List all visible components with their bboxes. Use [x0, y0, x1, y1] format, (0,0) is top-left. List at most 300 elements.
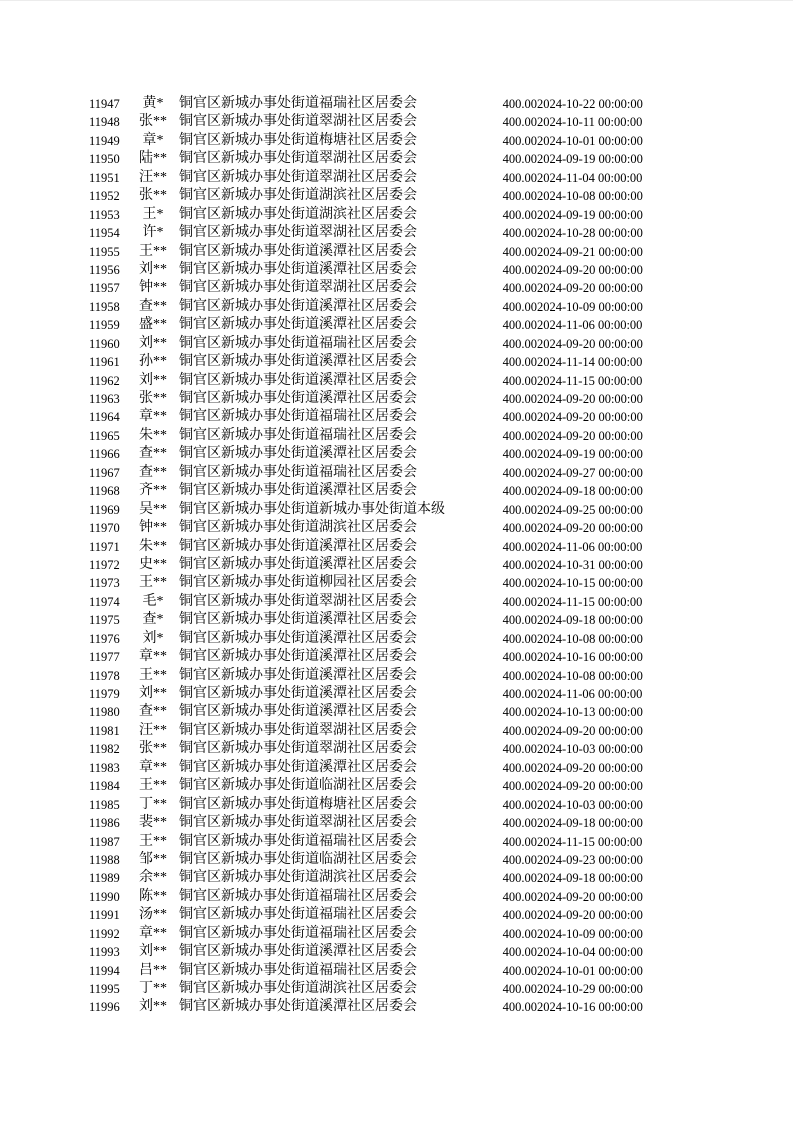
person-name-cell: 裴**: [139, 815, 167, 831]
organization-cell: 铜官区新城办事处街道溪潭社区居委会: [179, 686, 417, 701]
record-id-cell: 11949: [89, 133, 120, 148]
record-id-cell: 11981: [89, 723, 120, 738]
amount-cell: 400.00: [502, 871, 537, 886]
amount-cell: 400.00: [502, 355, 537, 370]
record-id-cell: 11995: [89, 982, 120, 996]
amount-cell: 400.00: [502, 207, 537, 222]
amount-cell: 400.00: [502, 318, 537, 333]
record-id-cell: 11976: [89, 631, 120, 646]
person-name-cell: 刘**: [139, 335, 167, 351]
record-id-cell: 11993: [89, 945, 120, 960]
timestamp-cell: 2024-09-20 00:00:00: [537, 410, 643, 425]
table-row: [89, 482, 703, 500]
timestamp-cell: 2024-09-25 00:00:00: [537, 502, 643, 517]
amount-cell: 400.00: [502, 631, 537, 646]
amount-cell: 400.00: [502, 97, 537, 111]
table-row: [89, 556, 703, 574]
timestamp-cell: 2024-11-06 00:00:00: [537, 318, 643, 333]
person-name-cell: 吴**: [139, 501, 167, 517]
organization-cell: 铜官区新城办事处街道溪潭社区居委会: [179, 612, 417, 628]
record-id-cell: 11967: [89, 465, 120, 480]
amount-cell: 400.00: [502, 945, 537, 960]
table-row: [89, 740, 703, 758]
timestamp-cell: 2024-09-20 00:00:00: [537, 779, 643, 794]
organization-cell: 铜官区新城办事处街道福瑞社区居委会: [179, 925, 417, 941]
timestamp-cell: 2024-09-20 00:00:00: [537, 262, 643, 277]
timestamp-cell: 2024-10-28 00:00:00: [537, 226, 643, 241]
record-id-cell: 11983: [89, 760, 120, 775]
table-row: [89, 906, 703, 924]
person-name-cell: 黄*: [142, 96, 164, 111]
organization-cell: 铜官区新城办事处街道福瑞社区居委会: [179, 409, 417, 425]
record-id-cell: 11969: [89, 502, 120, 517]
timestamp-cell: 2024-10-09 00:00:00: [537, 299, 643, 314]
person-name-cell: 章**: [139, 649, 167, 665]
timestamp-cell: 2024-09-18 00:00:00: [537, 871, 643, 886]
record-id-cell: 11963: [89, 392, 120, 406]
timestamp-cell: 2024-10-01 00:00:00: [537, 133, 643, 148]
record-id-cell: 11996: [89, 1000, 120, 1015]
table-row: [89, 667, 703, 685]
record-id-cell: 11964: [89, 410, 120, 425]
organization-cell: 铜官区新城办事处街道溪潭社区居委会: [179, 243, 417, 259]
person-name-cell: 王**: [139, 243, 167, 259]
person-name-cell: 章**: [139, 759, 167, 775]
person-name-cell: 刘**: [139, 261, 167, 277]
amount-cell: 400.00: [502, 705, 537, 720]
records-table: [89, 95, 703, 1017]
organization-cell: 铜官区新城办事处街道湖滨社区居委会: [179, 188, 417, 204]
table-row: [89, 998, 703, 1016]
amount-cell: 400.00: [502, 373, 537, 388]
organization-cell: 铜官区新城办事处街道翠湖社区居委会: [179, 225, 417, 241]
timestamp-cell: 2024-11-14 00:00:00: [537, 355, 643, 370]
timestamp-cell: 2024-09-21 00:00:00: [537, 244, 643, 259]
amount-cell: 400.00: [502, 465, 537, 480]
timestamp-cell: 2024-09-18 00:00:00: [537, 816, 643, 831]
table-row: [89, 519, 703, 537]
organization-cell: 铜官区新城办事处街道临湖社区居委会: [179, 851, 417, 867]
table-row: [89, 206, 703, 224]
amount-cell: 400.00: [502, 1000, 537, 1015]
timestamp-cell: 2024-09-19 00:00:00: [537, 152, 643, 167]
organization-cell: 铜官区新城办事处街道溪潭社区居委会: [179, 446, 417, 462]
person-name-cell: 汪**: [139, 169, 167, 185]
timestamp-cell: 2024-10-08 00:00:00: [537, 189, 643, 204]
organization-cell: 铜官区新城办事处街道翠湖社区居委会: [179, 280, 417, 296]
timestamp-cell: 2024-10-29 00:00:00: [537, 982, 643, 996]
table-row: [89, 353, 703, 371]
table-row: [89, 427, 703, 445]
record-id-cell: 11987: [89, 834, 120, 849]
timestamp-cell: 2024-11-15 00:00:00: [537, 594, 643, 609]
amount-cell: 400.00: [502, 576, 537, 591]
record-id-cell: 11979: [89, 687, 120, 701]
timestamp-cell: 2024-11-15 00:00:00: [537, 373, 643, 388]
organization-cell: 铜官区新城办事处街道溪潭社区居委会: [179, 372, 417, 388]
timestamp-cell: 2024-10-03 00:00:00: [537, 742, 643, 757]
record-id-cell: 11957: [89, 281, 120, 296]
record-id-cell: 11958: [89, 299, 120, 314]
record-id-cell: 11960: [89, 336, 120, 351]
table-row: [89, 445, 703, 463]
record-id-cell: 11952: [89, 189, 120, 204]
organization-cell: 铜官区新城办事处街道福瑞社区居委会: [179, 888, 417, 904]
timestamp-cell: 2024-10-11 00:00:00: [537, 115, 643, 130]
person-name-cell: 丁**: [139, 981, 167, 996]
record-id-cell: 11950: [89, 152, 120, 167]
person-name-cell: 张**: [139, 391, 167, 406]
person-name-cell: 吕**: [139, 962, 167, 978]
organization-cell: 铜官区新城办事处街道福瑞社区居委会: [179, 96, 417, 111]
timestamp-cell: 2024-09-20 00:00:00: [537, 760, 643, 775]
timestamp-cell: 2024-10-13 00:00:00: [537, 705, 643, 720]
timestamp-cell: 2024-09-18 00:00:00: [537, 613, 643, 628]
timestamp-cell: 2024-09-19 00:00:00: [537, 447, 643, 462]
record-id-cell: 11953: [89, 207, 120, 222]
organization-cell: 铜官区新城办事处街道溪潭社区居委会: [179, 538, 417, 554]
person-name-cell: 盛**: [139, 317, 167, 333]
timestamp-cell: 2024-11-15 00:00:00: [537, 834, 643, 849]
organization-cell: 铜官区新城办事处街道福瑞社区居委会: [179, 833, 417, 849]
record-id-cell: 11974: [89, 594, 120, 609]
amount-cell: 400.00: [502, 963, 537, 978]
record-id-cell: 11973: [89, 576, 120, 591]
organization-cell: 铜官区新城办事处街道溪潭社区居委会: [179, 556, 417, 572]
table-row: [89, 132, 703, 150]
table-row: [89, 925, 703, 943]
timestamp-cell: 2024-11-06 00:00:00: [537, 687, 643, 701]
organization-cell: 铜官区新城办事处街道新城办事处街道本级: [179, 501, 445, 517]
person-name-cell: 陈**: [139, 888, 167, 904]
record-id-cell: 11966: [89, 447, 120, 462]
table-row: [89, 316, 703, 334]
table-row: [89, 574, 703, 592]
timestamp-cell: 2024-10-16 00:00:00: [537, 1000, 643, 1015]
table-row: [89, 95, 703, 113]
table-row: [89, 169, 703, 187]
organization-cell: 铜官区新城办事处街道翠湖社区居委会: [179, 815, 417, 831]
table-row: [89, 630, 703, 648]
organization-cell: 铜官区新城办事处街道溪潭社区居委会: [179, 298, 417, 314]
table-row: [89, 833, 703, 851]
person-name-cell: 余**: [139, 870, 167, 886]
record-id-cell: 11992: [89, 926, 120, 941]
organization-cell: 铜官区新城办事处街道溪潭社区居委会: [179, 667, 417, 683]
timestamp-cell: 2024-09-20 00:00:00: [537, 908, 643, 923]
person-name-cell: 王**: [139, 778, 167, 794]
person-name-cell: 朱**: [139, 538, 167, 554]
table-row: [89, 943, 703, 961]
timestamp-cell: 2024-10-01 00:00:00: [537, 963, 643, 978]
amount-cell: 400.00: [502, 668, 537, 683]
timestamp-cell: 2024-10-22 00:00:00: [537, 97, 643, 111]
amount-cell: 400.00: [502, 687, 537, 701]
record-id-cell: 11965: [89, 428, 120, 443]
organization-cell: 铜官区新城办事处街道溪潭社区居委会: [179, 317, 417, 333]
table-row: [89, 685, 703, 703]
table-row: [89, 335, 703, 353]
record-id-cell: 11954: [89, 226, 120, 241]
amount-cell: 400.00: [502, 189, 537, 204]
table-row: [89, 759, 703, 777]
person-name-cell: 刘**: [139, 686, 167, 701]
person-name-cell: 许*: [142, 225, 164, 241]
timestamp-cell: 2024-09-20 00:00:00: [537, 392, 643, 406]
organization-cell: 铜官区新城办事处街道柳园社区居委会: [179, 575, 417, 591]
person-name-cell: 章**: [139, 409, 167, 425]
timestamp-cell: 2024-10-03 00:00:00: [537, 797, 643, 812]
person-name-cell: 齐**: [139, 483, 167, 499]
person-name-cell: 查*: [142, 612, 164, 628]
person-name-cell: 汪**: [139, 722, 167, 738]
amount-cell: 400.00: [502, 889, 537, 904]
person-name-cell: 刘*: [142, 630, 164, 646]
timestamp-cell: 2024-10-04 00:00:00: [537, 945, 643, 960]
amount-cell: 400.00: [502, 484, 537, 499]
table-row: [89, 538, 703, 556]
timestamp-cell: 2024-09-20 00:00:00: [537, 428, 643, 443]
table-row: [89, 648, 703, 666]
organization-cell: 铜官区新城办事处街道溪潭社区居委会: [179, 944, 417, 960]
organization-cell: 铜官区新城办事处街道翠湖社区居委会: [179, 169, 417, 185]
record-id-cell: 11988: [89, 852, 120, 867]
record-id-cell: 11978: [89, 668, 120, 683]
table-row: [89, 372, 703, 390]
table-row: [89, 279, 703, 297]
record-id-cell: 11951: [89, 170, 120, 185]
amount-cell: 400.00: [502, 262, 537, 277]
amount-cell: 400.00: [502, 244, 537, 259]
amount-cell: 400.00: [502, 447, 537, 462]
amount-cell: 400.00: [502, 557, 537, 572]
record-id-cell: 11961: [89, 355, 120, 370]
person-name-cell: 章*: [142, 132, 164, 148]
record-id-cell: 11989: [89, 871, 120, 886]
record-id-cell: 11985: [89, 797, 120, 812]
amount-cell: 400.00: [502, 281, 537, 296]
table-row: [89, 243, 703, 261]
person-name-cell: 王**: [139, 575, 167, 591]
record-id-cell: 11984: [89, 779, 120, 794]
amount-cell: 400.00: [502, 226, 537, 241]
person-name-cell: 查**: [139, 446, 167, 462]
records-table-body: [89, 95, 703, 1017]
table-row: [89, 962, 703, 980]
table-row: [89, 150, 703, 168]
timestamp-cell: 2024-09-20 00:00:00: [537, 889, 643, 904]
person-name-cell: 汤**: [139, 907, 167, 923]
table-row: [89, 464, 703, 482]
person-name-cell: 丁**: [139, 796, 167, 812]
person-name-cell: 张**: [139, 188, 167, 204]
person-name-cell: 王**: [139, 667, 167, 683]
timestamp-cell: 2024-10-08 00:00:00: [537, 631, 643, 646]
amount-cell: 400.00: [502, 723, 537, 738]
person-name-cell: 邹**: [139, 851, 167, 867]
table-row: [89, 187, 703, 205]
organization-cell: 铜官区新城办事处街道翠湖社区居委会: [179, 114, 417, 130]
table-row: [89, 869, 703, 887]
record-id-cell: 11994: [89, 963, 120, 978]
organization-cell: 铜官区新城办事处街道翠湖社区居委会: [179, 741, 417, 757]
organization-cell: 铜官区新城办事处街道福瑞社区居委会: [179, 464, 417, 480]
timestamp-cell: 2024-11-04 00:00:00: [537, 170, 643, 185]
timestamp-cell: 2024-09-23 00:00:00: [537, 852, 643, 867]
table-row: [89, 611, 703, 629]
organization-cell: 铜官区新城办事处街道翠湖社区居委会: [179, 722, 417, 738]
record-id-cell: 11986: [89, 816, 120, 831]
record-id-cell: 11991: [89, 908, 120, 923]
amount-cell: 400.00: [502, 152, 537, 167]
organization-cell: 铜官区新城办事处街道溪潭社区居委会: [179, 999, 417, 1015]
person-name-cell: 章**: [139, 925, 167, 941]
amount-cell: 400.00: [502, 502, 537, 517]
amount-cell: 400.00: [502, 336, 537, 351]
timestamp-cell: 2024-10-09 00:00:00: [537, 926, 643, 941]
amount-cell: 400.00: [502, 797, 537, 812]
amount-cell: 400.00: [502, 133, 537, 148]
person-name-cell: 张**: [139, 114, 167, 130]
amount-cell: 400.00: [502, 613, 537, 628]
record-id-cell: 11975: [89, 613, 120, 628]
amount-cell: 400.00: [502, 908, 537, 923]
amount-cell: 400.00: [502, 594, 537, 609]
timestamp-cell: 2024-11-06 00:00:00: [537, 539, 643, 554]
person-name-cell: 王**: [139, 833, 167, 849]
organization-cell: 铜官区新城办事处街道溪潭社区居委会: [179, 704, 417, 720]
table-row: [89, 851, 703, 869]
table-row: [89, 980, 703, 998]
table-row: [89, 814, 703, 832]
record-id-cell: 11955: [89, 244, 120, 259]
table-row: [89, 298, 703, 316]
organization-cell: 铜官区新城办事处街道福瑞社区居委会: [179, 962, 417, 978]
person-name-cell: 钟**: [139, 280, 167, 296]
amount-cell: 400.00: [502, 926, 537, 941]
organization-cell: 铜官区新城办事处街道福瑞社区居委会: [179, 907, 417, 923]
amount-cell: 400.00: [502, 779, 537, 794]
record-id-cell: 11959: [89, 318, 120, 333]
person-name-cell: 王*: [142, 206, 164, 222]
organization-cell: 铜官区新城办事处街道溪潭社区居委会: [179, 483, 417, 499]
person-name-cell: 朱**: [139, 427, 167, 443]
table-row: [89, 796, 703, 814]
organization-cell: 铜官区新城办事处街道湖滨社区居委会: [179, 206, 417, 222]
record-id-cell: 11947: [89, 97, 120, 111]
amount-cell: 400.00: [502, 428, 537, 443]
timestamp-cell: 2024-09-20 00:00:00: [537, 336, 643, 351]
timestamp-cell: 2024-09-19 00:00:00: [537, 207, 643, 222]
organization-cell: 铜官区新城办事处街道梅塘社区居委会: [179, 796, 417, 812]
person-name-cell: 查**: [139, 704, 167, 720]
amount-cell: 400.00: [502, 539, 537, 554]
amount-cell: 400.00: [502, 742, 537, 757]
person-name-cell: 毛*: [142, 593, 164, 609]
person-name-cell: 刘**: [139, 944, 167, 960]
timestamp-cell: 2024-10-16 00:00:00: [537, 650, 643, 665]
timestamp-cell: 2024-09-20 00:00:00: [537, 281, 643, 296]
person-name-cell: 陆**: [139, 151, 167, 167]
timestamp-cell: 2024-10-08 00:00:00: [537, 668, 643, 683]
person-name-cell: 张**: [139, 741, 167, 757]
table-row: [89, 261, 703, 279]
table-row: [89, 888, 703, 906]
timestamp-cell: 2024-10-31 00:00:00: [537, 557, 643, 572]
organization-cell: 铜官区新城办事处街道临湖社区居委会: [179, 778, 417, 794]
organization-cell: 铜官区新城办事处街道溪潭社区居委会: [179, 354, 417, 370]
table-row: [89, 224, 703, 242]
table-row: [89, 777, 703, 795]
record-id-cell: 11977: [89, 650, 120, 665]
organization-cell: 铜官区新城办事处街道翠湖社区居委会: [179, 593, 417, 609]
person-name-cell: 钟**: [139, 520, 167, 536]
organization-cell: 铜官区新城办事处街道溪潭社区居委会: [179, 759, 417, 775]
timestamp-cell: 2024-09-18 00:00:00: [537, 484, 643, 499]
record-id-cell: 11962: [89, 373, 120, 388]
table-row: [89, 593, 703, 611]
person-name-cell: 查**: [139, 298, 167, 314]
person-name-cell: 孙**: [139, 354, 167, 370]
record-id-cell: 11970: [89, 521, 120, 536]
amount-cell: 400.00: [502, 170, 537, 185]
table-row: [89, 501, 703, 519]
person-name-cell: 史**: [139, 556, 167, 572]
table-row: [89, 390, 703, 408]
amount-cell: 400.00: [502, 299, 537, 314]
amount-cell: 400.00: [502, 392, 537, 406]
amount-cell: 400.00: [502, 650, 537, 665]
record-id-cell: 11990: [89, 889, 120, 904]
amount-cell: 400.00: [502, 410, 537, 425]
amount-cell: 400.00: [502, 816, 537, 831]
amount-cell: 400.00: [502, 521, 537, 536]
organization-cell: 铜官区新城办事处街道溪潭社区居委会: [179, 261, 417, 277]
person-name-cell: 刘**: [139, 999, 167, 1015]
organization-cell: 铜官区新城办事处街道福瑞社区居委会: [179, 335, 417, 351]
record-id-cell: 11972: [89, 557, 120, 572]
organization-cell: 铜官区新城办事处街道溪潭社区居委会: [179, 630, 417, 646]
timestamp-cell: 2024-09-27 00:00:00: [537, 465, 643, 480]
record-id-cell: 11948: [89, 115, 120, 130]
record-id-cell: 11982: [89, 742, 120, 757]
table-row: [89, 113, 703, 131]
organization-cell: 铜官区新城办事处街道梅塘社区居委会: [179, 132, 417, 148]
amount-cell: 400.00: [502, 760, 537, 775]
amount-cell: 400.00: [502, 834, 537, 849]
organization-cell: 铜官区新城办事处街道翠湖社区居委会: [179, 151, 417, 167]
table-row: [89, 703, 703, 721]
organization-cell: 铜官区新城办事处街道湖滨社区居委会: [179, 981, 417, 996]
table-row: [89, 408, 703, 426]
timestamp-cell: 2024-10-15 00:00:00: [537, 576, 643, 591]
organization-cell: 铜官区新城办事处街道湖滨社区居委会: [179, 520, 417, 536]
table-row: [89, 722, 703, 740]
record-id-cell: 11971: [89, 539, 120, 554]
timestamp-cell: 2024-09-20 00:00:00: [537, 521, 643, 536]
record-id-cell: 11980: [89, 705, 120, 720]
amount-cell: 400.00: [502, 982, 537, 996]
organization-cell: 铜官区新城办事处街道溪潭社区居委会: [179, 649, 417, 665]
person-name-cell: 刘**: [139, 372, 167, 388]
organization-cell: 铜官区新城办事处街道福瑞社区居委会: [179, 427, 417, 443]
record-id-cell: 11968: [89, 484, 120, 499]
person-name-cell: 查**: [139, 464, 167, 480]
amount-cell: 400.00: [502, 852, 537, 867]
timestamp-cell: 2024-09-20 00:00:00: [537, 723, 643, 738]
amount-cell: 400.00: [502, 115, 537, 130]
organization-cell: 铜官区新城办事处街道湖滨社区居委会: [179, 870, 417, 886]
